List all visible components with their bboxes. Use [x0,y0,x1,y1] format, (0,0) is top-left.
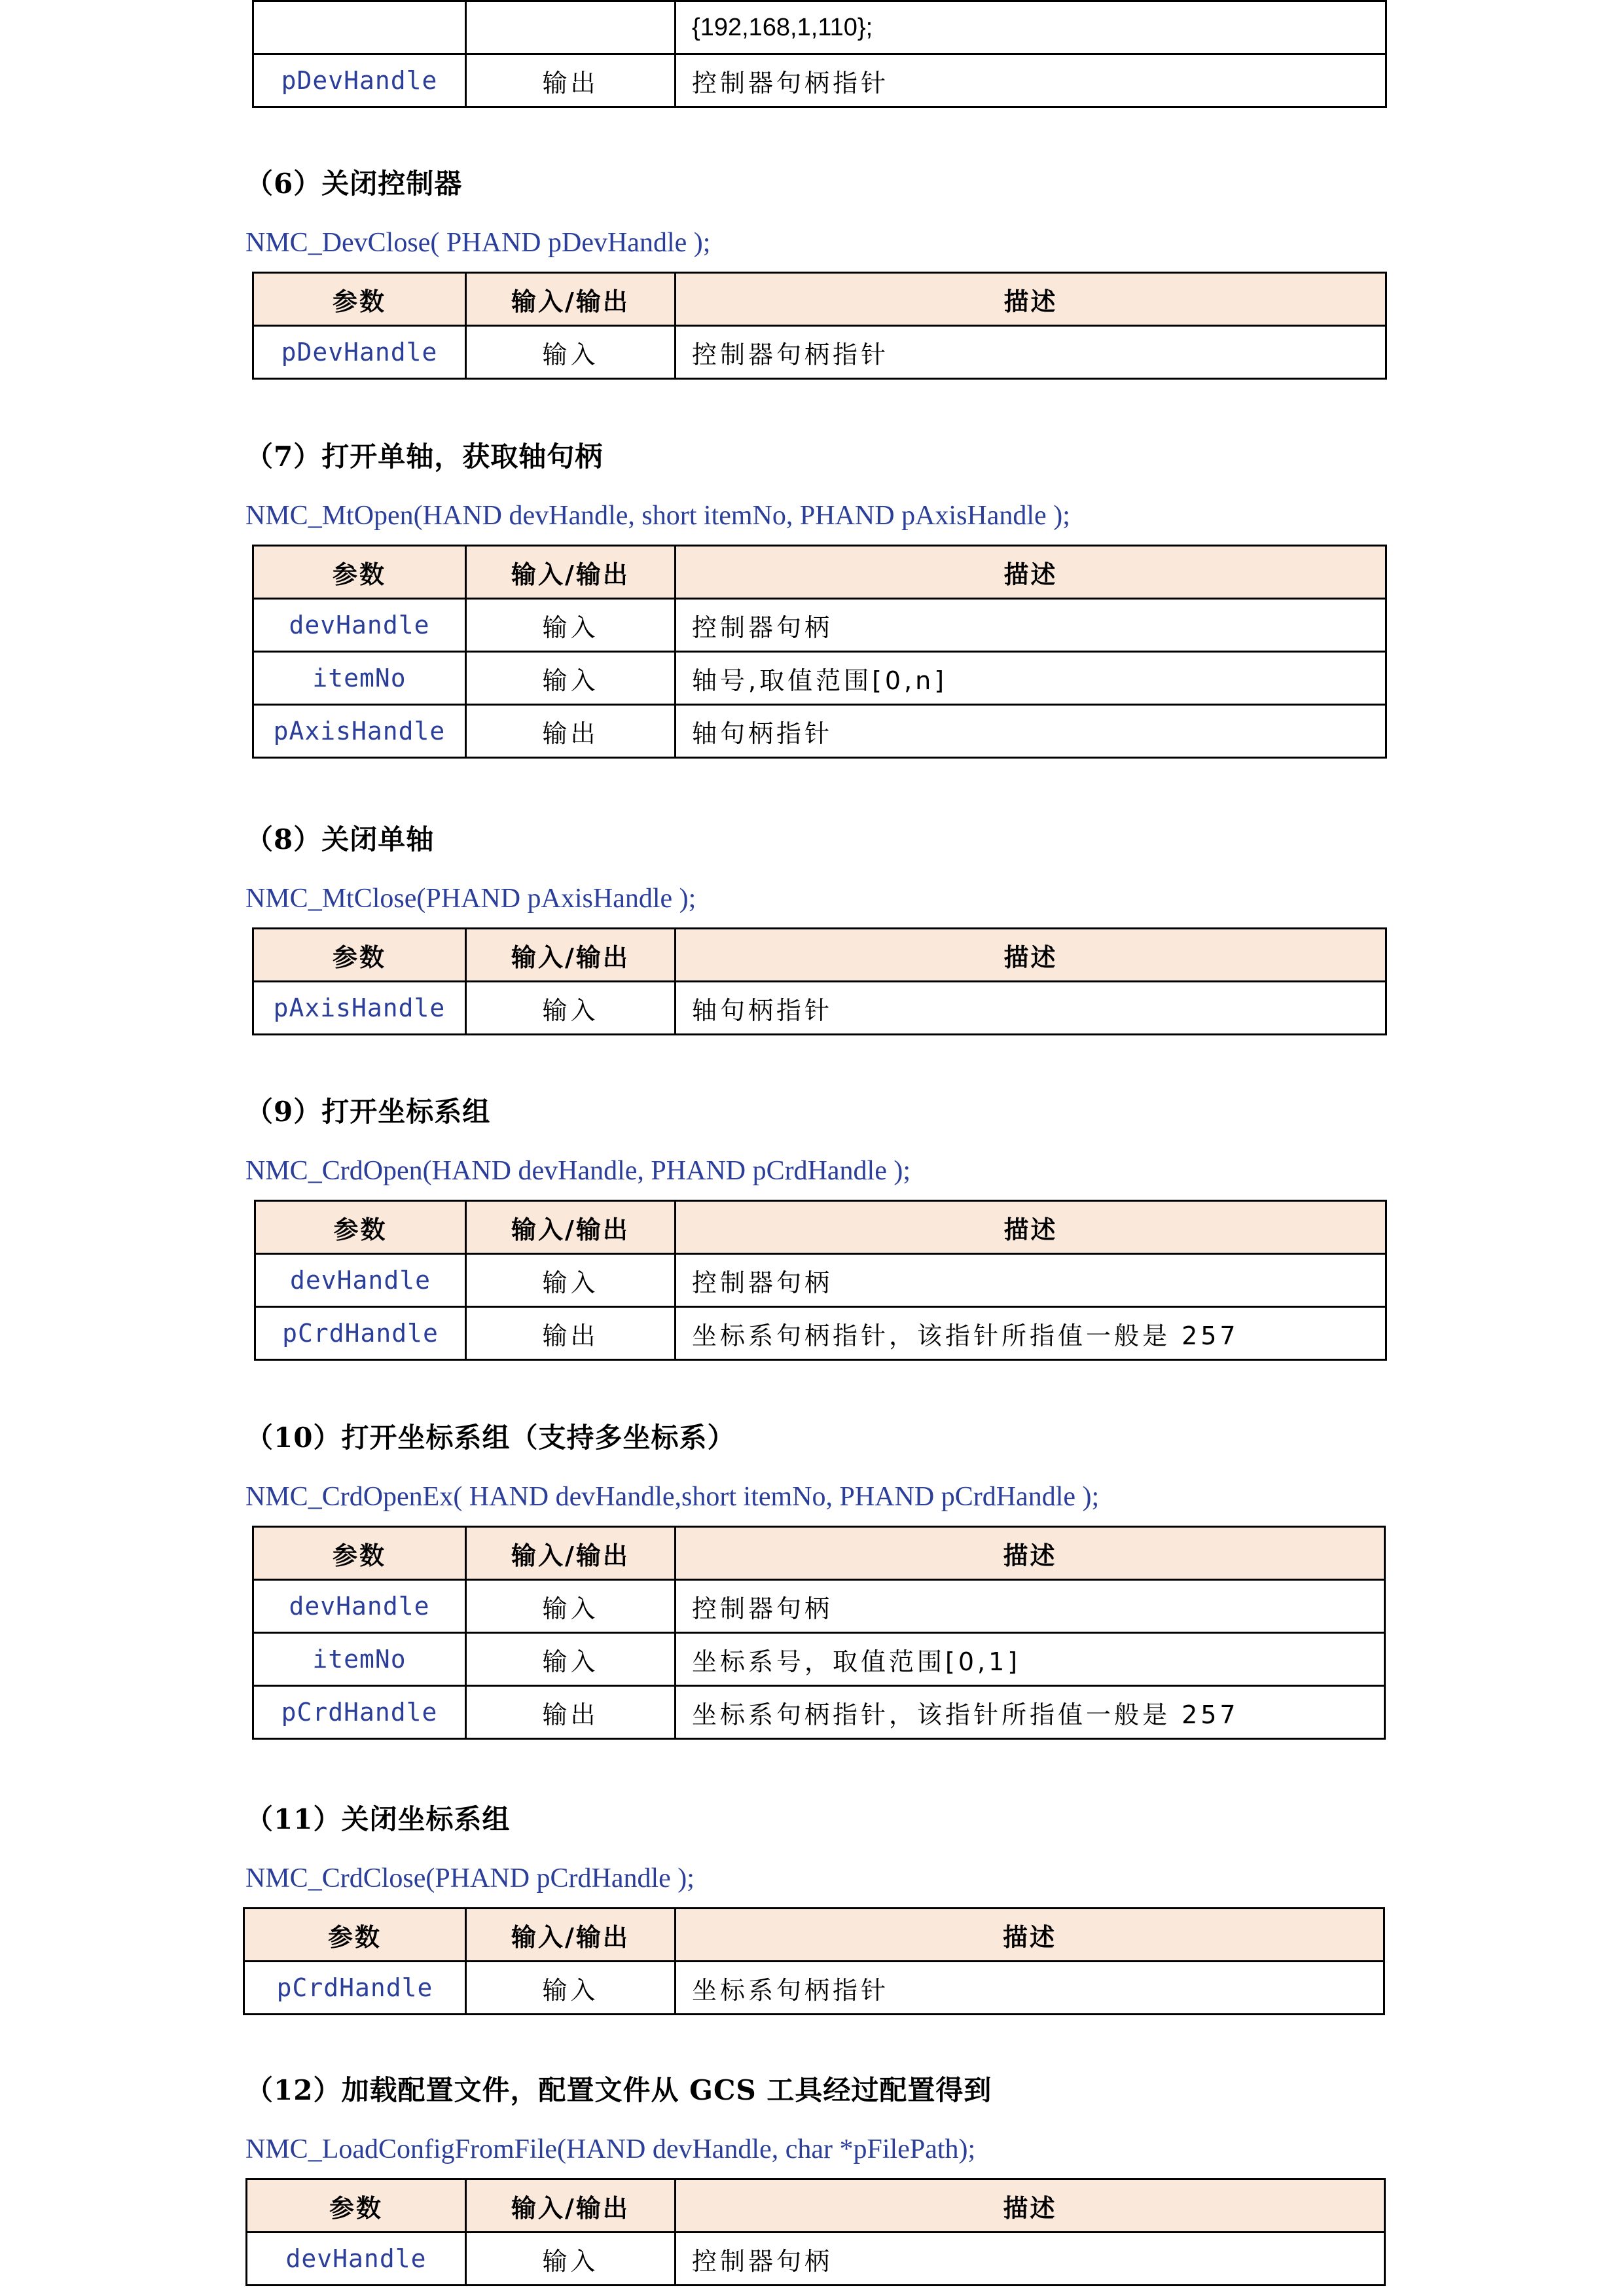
table-header-row [247,2179,1385,2233]
table-header-row [253,1527,1385,1580]
param-desc: 轴句柄指针 [676,705,1386,758]
param-desc: 坐标系句柄指针，该指针所指值一般是 257 [676,1686,1385,1739]
table-header-row [253,273,1386,326]
param-desc: 控制器句柄指针 [676,54,1386,107]
param-name: pCrdHandle [255,1307,466,1360]
param-io: 输入 [466,326,676,379]
param-table-8 [252,927,1387,1035]
table-row [253,599,1386,652]
table-row [253,326,1386,379]
param-io: 输出 [466,54,676,107]
header-param: 参数 [244,1909,466,1962]
header-io: 输入/输出 [466,929,676,982]
param-name: pDevHandle [253,54,466,107]
param-io: 输入 [466,2233,676,2286]
param-io: 输入 [466,599,676,652]
param-io: 输出 [466,1307,676,1360]
param-io: 输出 [466,1686,676,1739]
param-table-12 [245,2178,1386,2286]
function-signature-12: NMC_LoadConfigFromFile(HAND devHandle, char *pFilePath); [245,2134,976,2164]
param-table-9 [254,1200,1387,1361]
param-table-10 [252,1526,1386,1740]
param-table-11 [243,1907,1385,2015]
header-io: 输入/输出 [466,2179,676,2233]
header-desc: 描述 [676,2179,1385,2233]
table-header-row [253,546,1386,599]
table-row [253,705,1386,758]
header-desc: 描述 [676,546,1386,599]
function-signature-10: NMC_CrdOpenEx( HAND devHandle,short itemNo, PHAND pCrdHandle ); [245,1482,1100,1512]
param-name: devHandle [253,599,466,652]
function-signature-6: NMC_DevClose( PHAND pDevHandle ); [245,228,711,258]
header-desc: 描述 [676,1201,1386,1254]
table-row [253,652,1386,705]
param-desc: 坐标系号，取值范围[0,1] [676,1633,1385,1686]
param-io: 输出 [466,705,676,758]
function-signature-8: NMC_MtClose(PHAND pAxisHandle ); [245,884,696,914]
param-desc: 坐标系句柄指针，该指针所指值一般是 257 [676,1307,1386,1360]
table-row [247,2233,1385,2286]
section-heading-12: （12）加载配置文件，配置文件从 GCS 工具经过配置得到 [245,2074,992,2106]
function-signature-7: NMC_MtOpen(HAND devHandle, short itemNo, PHAND pAxisHandle ); [245,501,1070,531]
header-io: 输入/输出 [466,1527,676,1580]
header-param: 参数 [247,2179,466,2233]
function-signature-9: NMC_CrdOpen(HAND devHandle, PHAND pCrdHandle ); [245,1156,911,1186]
function-signature-11: NMC_CrdClose(PHAND pCrdHandle ); [245,1863,695,1893]
table-row [253,1580,1385,1633]
param-io [466,1,676,54]
section-heading-10: （10）打开坐标系组（支持多坐标系） [245,1422,736,1454]
param-name: pCrdHandle [244,1962,466,2015]
param-desc: 控制器句柄 [676,1580,1385,1633]
param-io: 输入 [466,652,676,705]
param-name: pCrdHandle [253,1686,466,1739]
param-desc: 控制器句柄 [676,599,1386,652]
param-name: pDevHandle [253,326,466,379]
param-desc: {192,168,1,110}; [676,1,1386,54]
param-io: 输入 [466,1580,676,1633]
param-desc: 控制器句柄 [676,2233,1385,2286]
header-io: 输入/输出 [466,546,676,599]
header-desc: 描述 [676,1909,1384,1962]
param-desc: 控制器句柄指针 [676,326,1386,379]
header-desc: 描述 [676,273,1386,326]
table-row [253,54,1386,107]
param-desc: 坐标系句柄指针 [676,1962,1384,2015]
param-table-open-device [252,0,1387,108]
table-header-row [244,1909,1384,1962]
param-io: 输入 [466,1254,676,1307]
table-row [255,1307,1386,1360]
param-name: itemNo [253,652,466,705]
section-heading-11: （11）关闭坐标系组 [245,1803,511,1835]
header-io: 输入/输出 [466,273,676,326]
section-heading-6: （6）关闭控制器 [245,168,463,200]
section-heading-9: （9）打开坐标系组 [245,1096,491,1128]
header-param: 参数 [253,273,466,326]
table-row [253,1,1386,54]
param-desc: 轴句柄指针 [676,982,1386,1035]
header-param: 参数 [255,1201,466,1254]
param-io: 输入 [466,1962,676,2015]
header-param: 参数 [253,1527,466,1580]
table-header-row [255,1201,1386,1254]
param-desc: 轴号,取值范围[0,n] [676,652,1386,705]
table-row [253,982,1386,1035]
header-desc: 描述 [676,1527,1385,1580]
param-name: devHandle [253,1580,466,1633]
param-name: devHandle [255,1254,466,1307]
header-desc: 描述 [676,929,1386,982]
table-row [255,1254,1386,1307]
table-row [253,1686,1385,1739]
param-table-7 [252,545,1387,759]
param-desc: 控制器句柄 [676,1254,1386,1307]
header-io: 输入/输出 [466,1909,676,1962]
param-name: pAxisHandle [253,705,466,758]
section-heading-8: （8）关闭单轴 [245,823,435,855]
param-table-6 [252,272,1387,380]
section-heading-7: （7）打开单轴，获取轴句柄 [245,440,604,473]
param-io: 输入 [466,1633,676,1686]
header-io: 输入/输出 [466,1201,676,1254]
param-name: itemNo [253,1633,466,1686]
table-row [244,1962,1384,2015]
header-param: 参数 [253,929,466,982]
table-header-row [253,929,1386,982]
param-name: devHandle [247,2233,466,2286]
param-io: 输入 [466,982,676,1035]
header-param: 参数 [253,546,466,599]
param-name [253,1,466,54]
param-name: pAxisHandle [253,982,466,1035]
table-row [253,1633,1385,1686]
